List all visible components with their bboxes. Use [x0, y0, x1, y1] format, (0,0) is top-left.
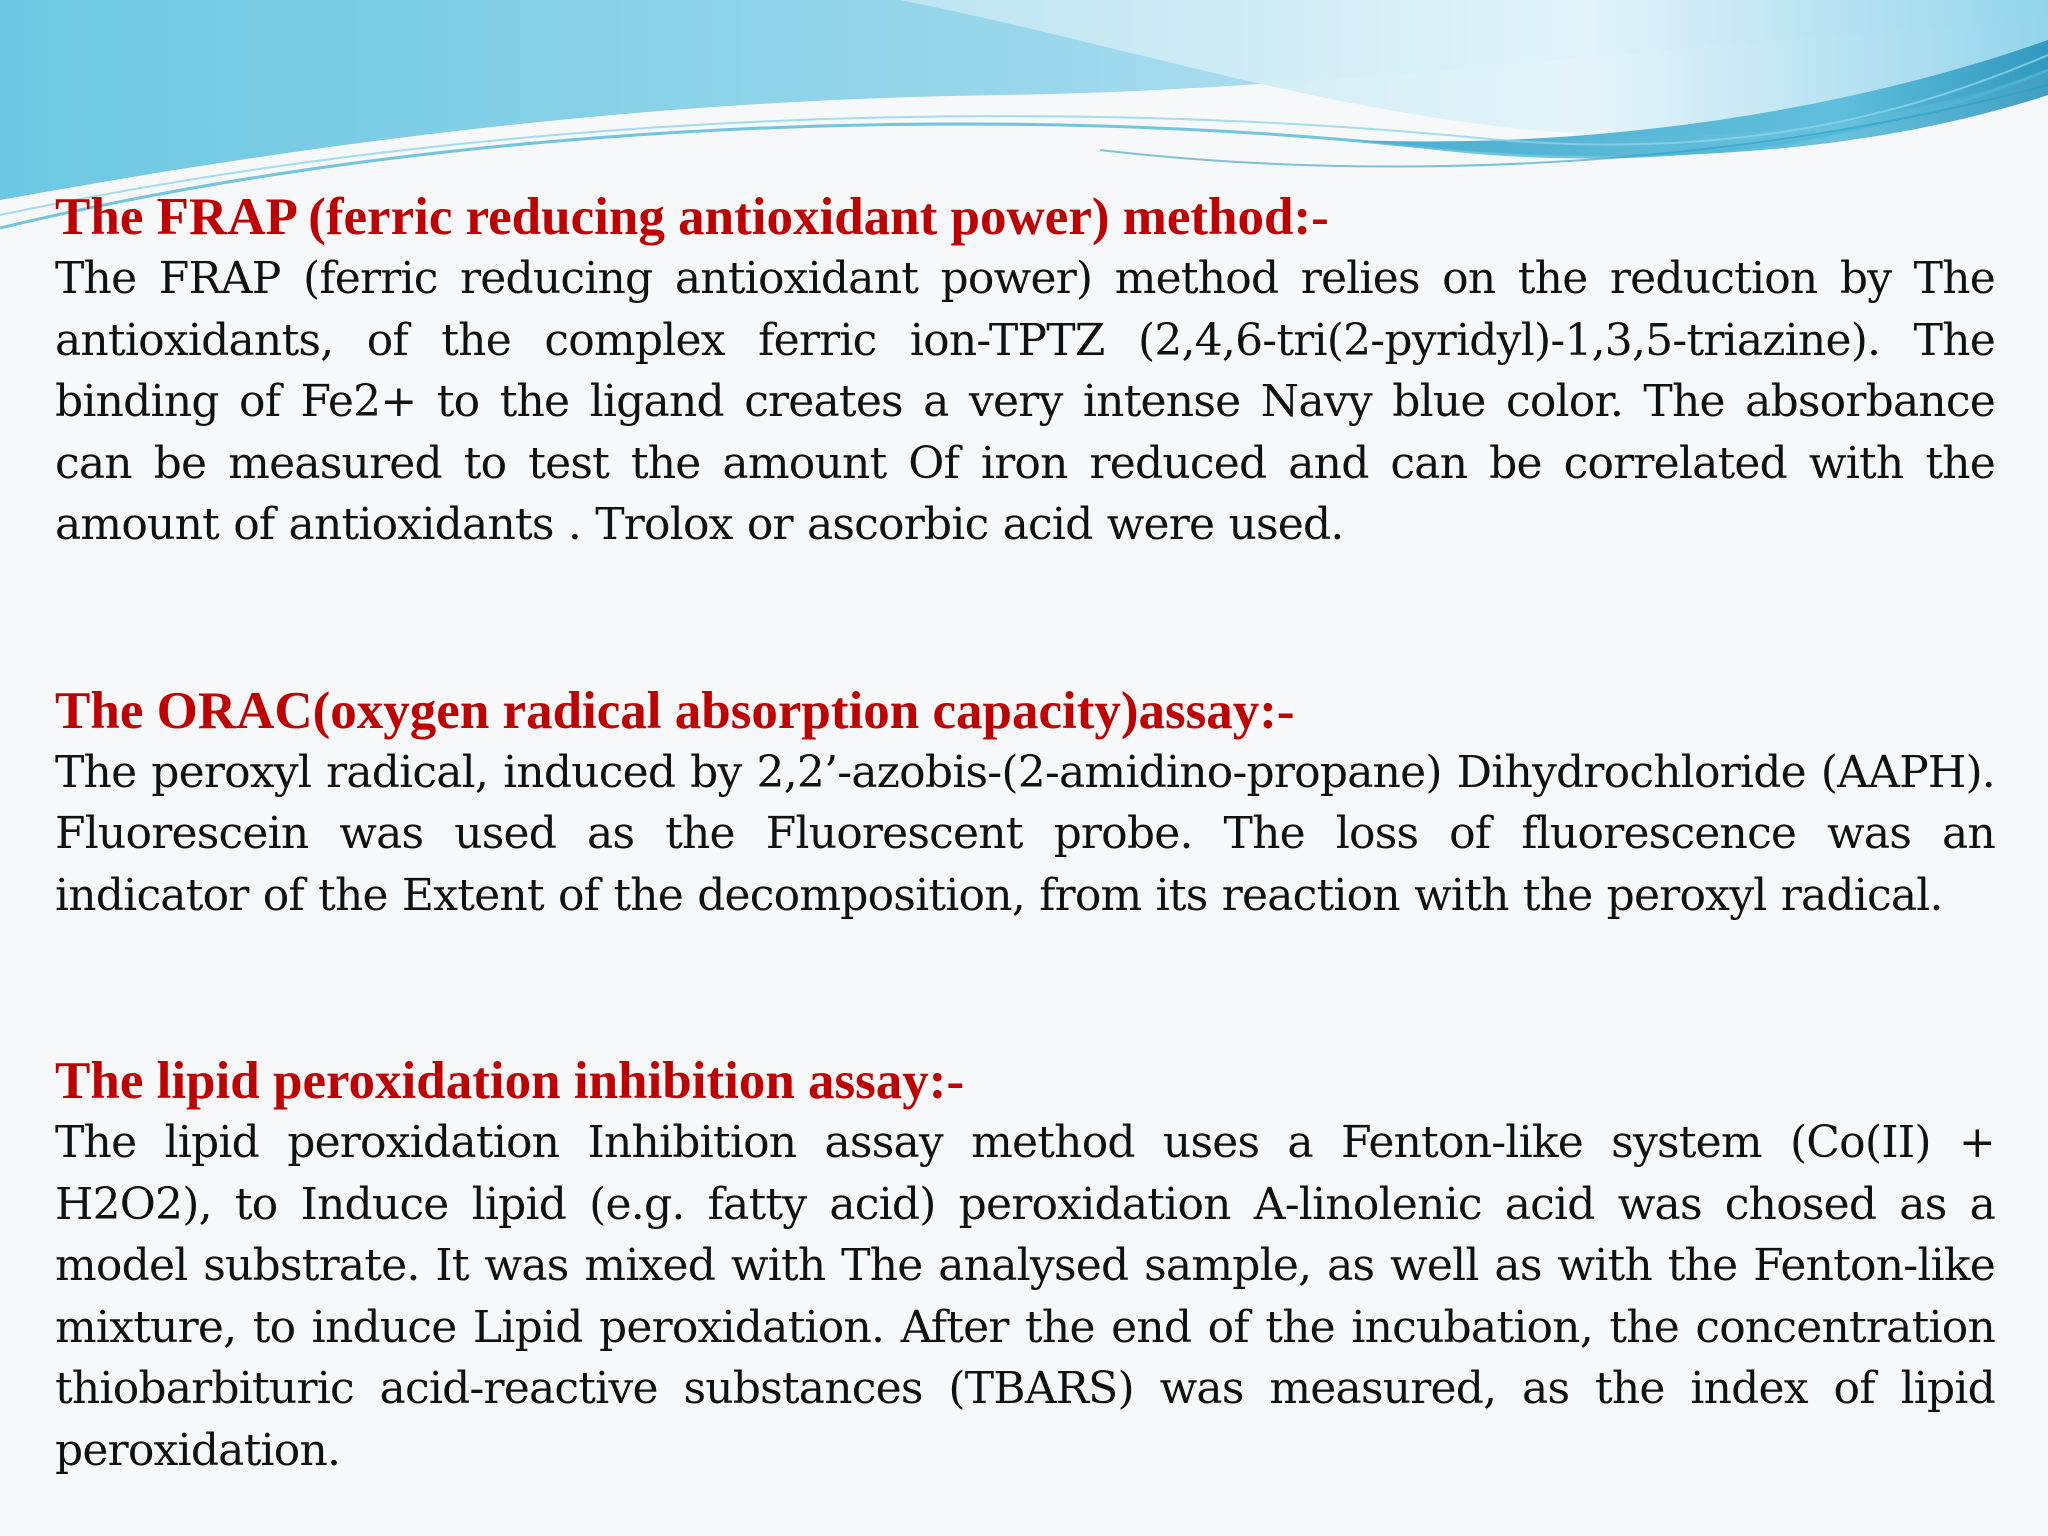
section-heading: The FRAP (ferric reducing antioxidant power) method:-: [55, 188, 1329, 246]
section-body: The lipid peroxidation Inhibition assay method uses a Fenton-like system (Co(II) + H2O2), to Induce lipid (e.g. fatty acid) peroxidation A-linolenic acid was chosed as a model substrate. It was mixed with The analysed sample, as well as with the Fenton-like mixture, to induce Lipid peroxidation. After the end of the incubation, the concentration thiobarbituric acid-reactive substances (TBARS) was measured, as the index of lipid peroxidation.: [55, 1117, 1995, 1476]
frap-section: [55, 186, 1995, 556]
slide-content: [55, 186, 1995, 1481]
lipid-peroxidation-section: [55, 1050, 1995, 1481]
orac-section: [55, 680, 1995, 927]
section-body: The peroxyl radical, induced by 2,2’-azobis-(2-amidino-propane) Dihydrochloride (AAPH). Fluorescein was used as the Fluorescent probe. The loss of fluorescence was an indicator of the Extent of the decomposition, from its reaction with the peroxyl radical.: [55, 746, 1995, 921]
section-heading: The lipid peroxidation inhibition assay:-: [55, 1052, 965, 1110]
section-heading: The ORAC(oxygen radical absorption capacity)assay:-: [55, 681, 1295, 740]
section-body: The FRAP (ferric reducing antioxidant power) method relies on the reduction by The antioxidants, of the complex ferric ion-TPTZ (2,4,6-tri(2-pyridyl)-1,3,5-triazine). The binding of Fe2+ to the ligand creates a very intense Navy blue color. The absorbance can be measured to test the amount Of iron reduced and can be correlated with the amount of antioxidants . Trolox or ascorbic acid were used.: [55, 253, 1995, 550]
